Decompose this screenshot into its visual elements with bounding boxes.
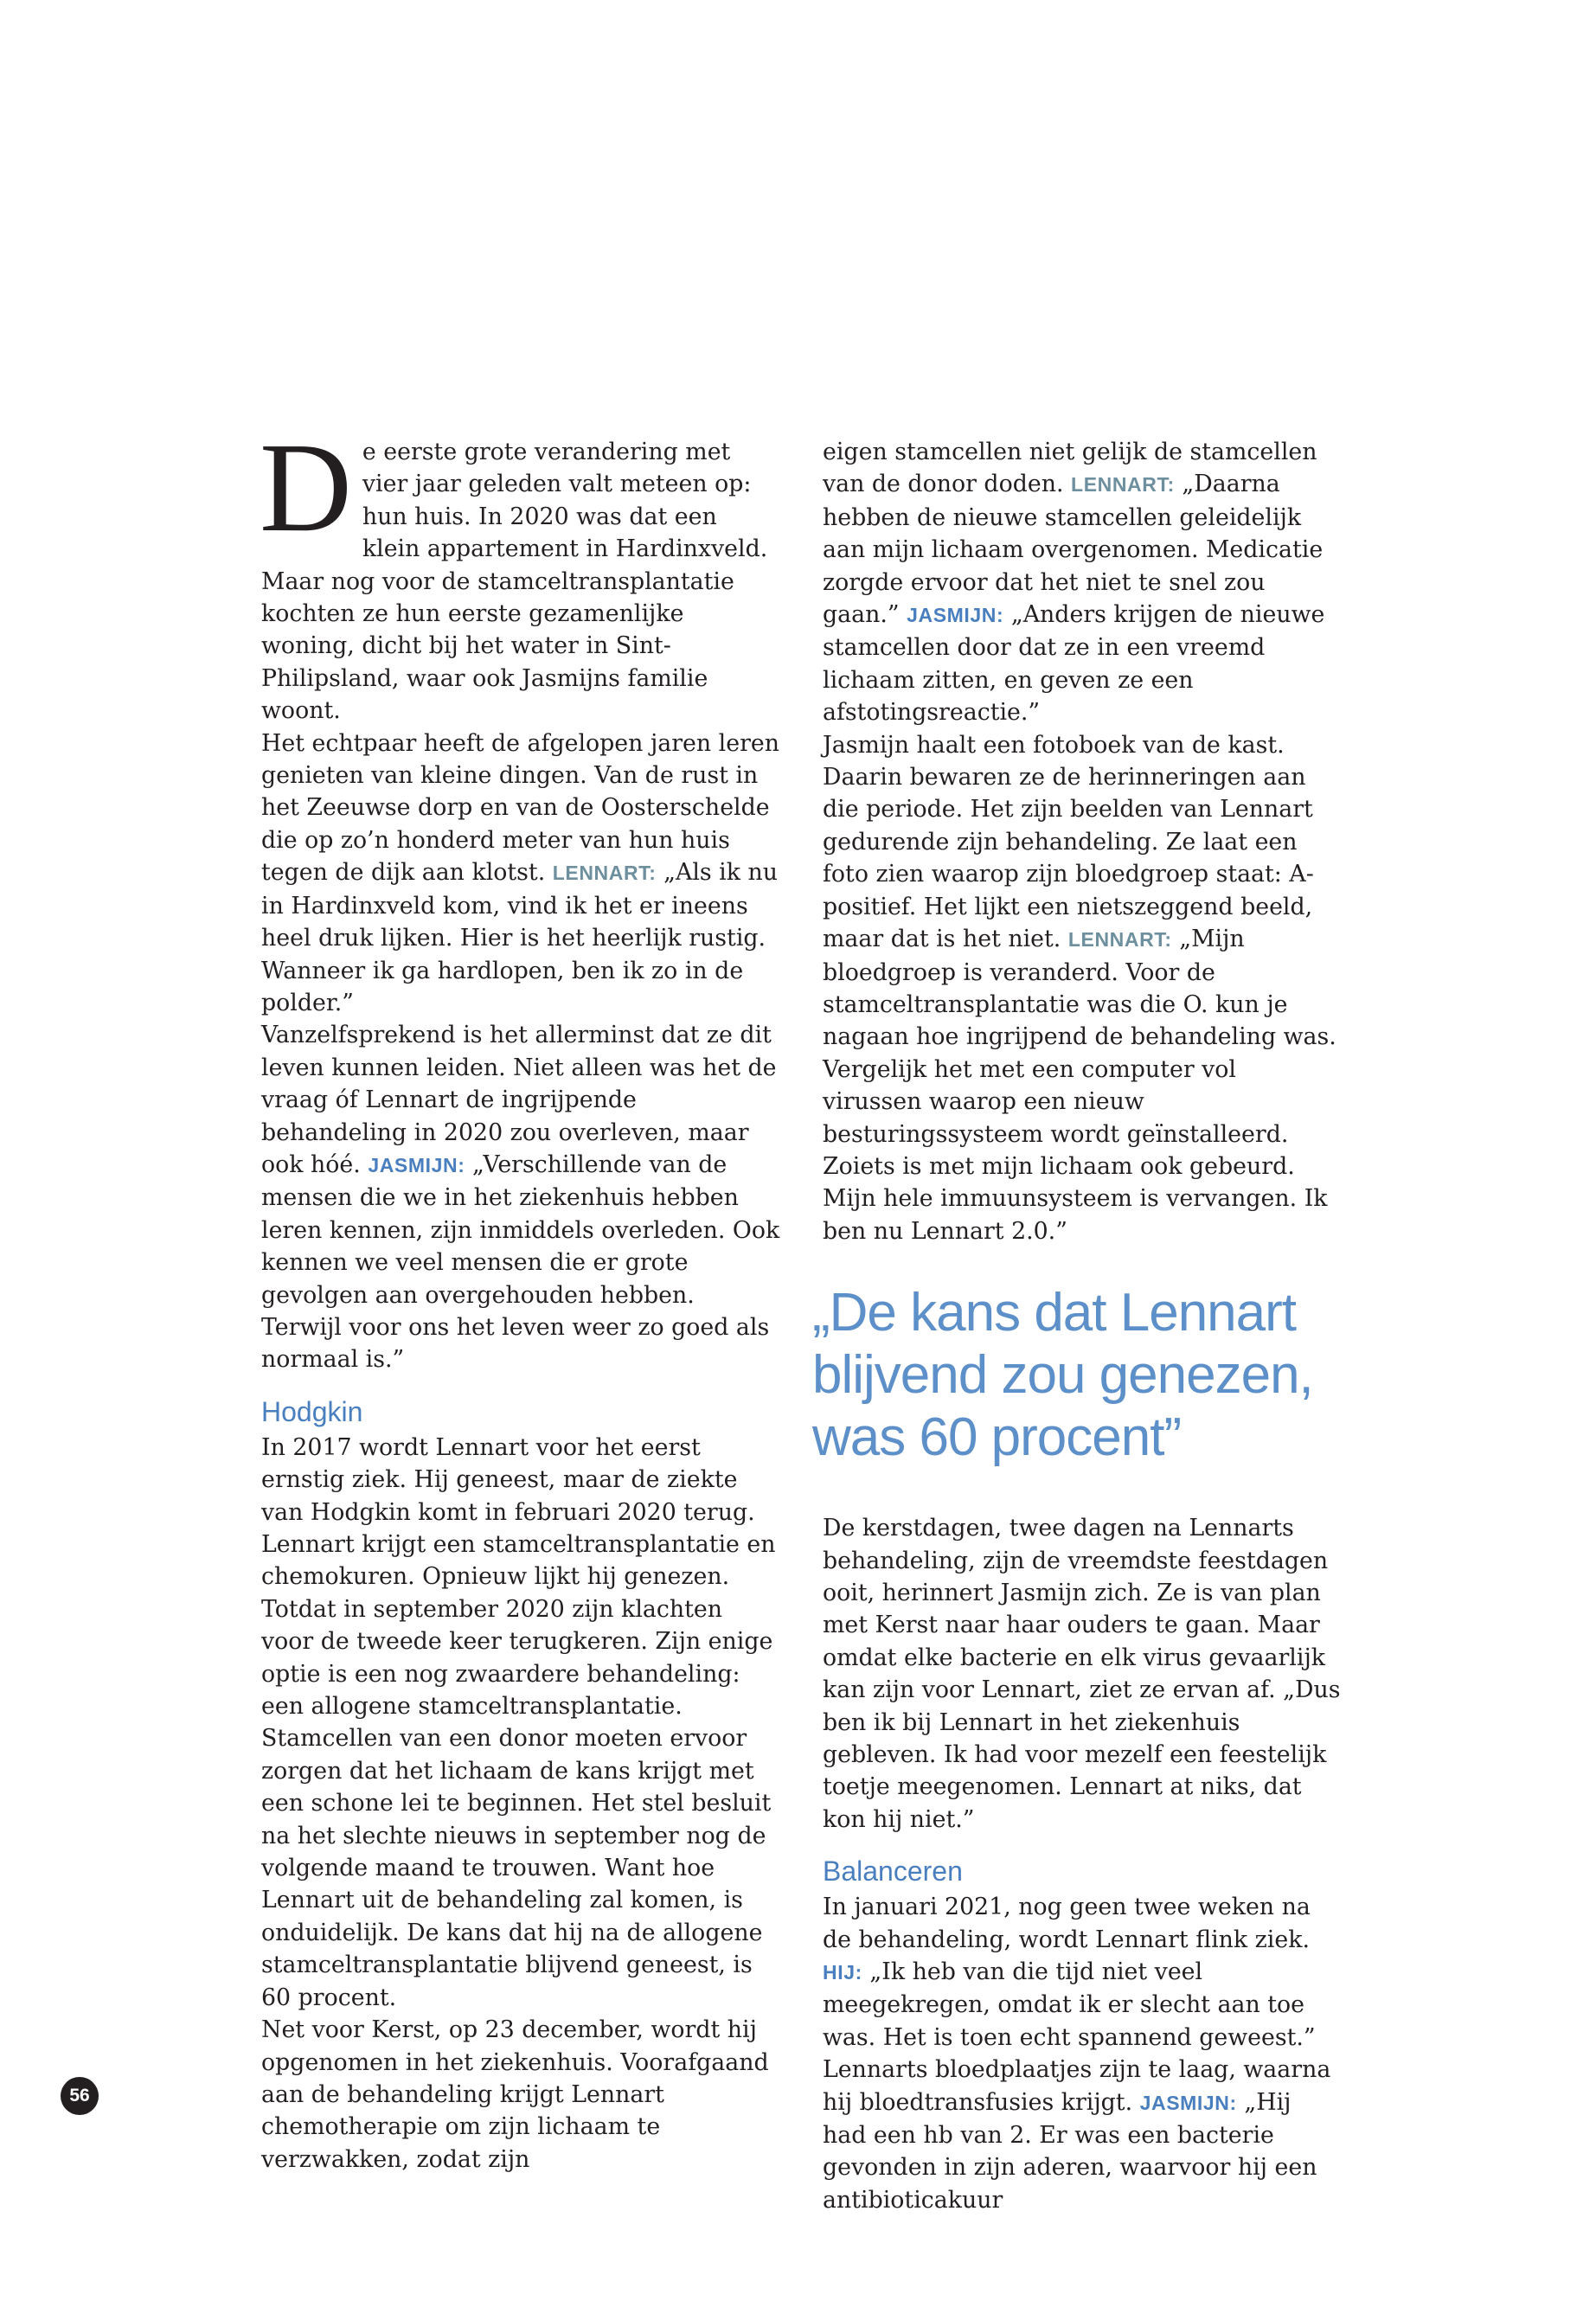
speaker-label-jasmijn: JASMIJN: bbox=[1139, 2091, 1237, 2114]
quote-text: „Ik heb van die tijd niet veel meegekregen, omdat ik er slecht aan toe was. Het is toen echt spannend geweest.” bbox=[823, 1958, 1316, 2051]
speaker-label-hij: HIJ: bbox=[823, 1961, 862, 1984]
page-number-badge: 56 bbox=[61, 2077, 99, 2115]
left-column bbox=[260, 417, 780, 2176]
speaker-label-lennart: LENNART: bbox=[552, 862, 657, 885]
right-column bbox=[812, 436, 1342, 2216]
body-paragraph bbox=[823, 2054, 1342, 2216]
paragraph-text: eigen stamcellen niet gelijk de stamcellen van de donor doden. bbox=[823, 439, 1317, 498]
paragraph-text: In januari 2021, nog geen twee weken na de behandeling, wordt Lennart flink ziek. bbox=[823, 1894, 1311, 1953]
speaker-label-jasmijn: JASMIJN: bbox=[907, 604, 1004, 627]
drop-cap: D bbox=[260, 417, 352, 559]
intro-text: e eerste grote verandering met vier jaar geleden valt meteen op: hun huis. In 2020 was dat een klein appartement in Hardinxveld. Maar nog voor de stamceltransplantatie kochten ze hun eerste gezamenlijke woning, dicht bij het water in Sint-Philipsland, waar ook Jasmijns familie woont. bbox=[261, 439, 768, 725]
speaker-label-jasmijn: JASMIJN: bbox=[368, 1153, 465, 1176]
paragraph-text: Jasmijn haalt een fotoboek van de kast. Daarin bewaren ze de herinneringen aan die periode. Het zijn beelden van Lennart gedurende zijn behandeling. Ze laat een foto zien waarop zijn bloedgroep staat: A-positief. Het lijkt een nietszeggend beeld, maar dat is het niet. bbox=[823, 731, 1314, 953]
paragraph-text: Het echtpaar heeft de afgelopen jaren leren genieten van kleine dingen. Van de rust in het Zeeuwse dorp en van de Oosterschelde die op zo’n honderd meter van hun huis tegen de dijk aan klotst. bbox=[261, 729, 780, 887]
speaker-label-lennart: LENNART: bbox=[1071, 473, 1175, 497]
speaker-label-lennart: LENNART: bbox=[1067, 928, 1172, 952]
pull-quote: „De kans dat Lennart blijvend zou genezen, was 60 procent” bbox=[812, 1283, 1313, 1468]
section-heading-hodgkin: Hodgkin bbox=[261, 1395, 363, 1427]
body-paragraph bbox=[823, 729, 1342, 1248]
intro-paragraph bbox=[260, 417, 780, 727]
body-paragraph: Totdat in september 2020 zijn klachten voor de tweede keer terugkeren. Zijn enige optie is een nog zwaardere behandeling: een allogene stamceltransplantatie. Stamcellen van een donor moeten ervoor zorgen dat het lichaam de kans krijgt met een schone lei te beginnen. Het stel besluit na het slechte nieuws in september nog de volgende maand te trouwen. Want hoe Lennart uit de behandeling zal komen, is onduidelijk. De kans dat hij na de allogene stamceltransplantatie blijvend geneest, is 60 procent. bbox=[261, 1595, 773, 2011]
body-paragraph bbox=[261, 727, 780, 1020]
quote-text: „Daarna hebben de nieuwe stamcellen geleidelijk aan mijn lichaam overgenomen. Medicatie zorgde ervoor dat het niet te snel zou gaan.” bbox=[823, 471, 1324, 629]
quote-text: „Anders krijgen de nieuwe stamcellen door dat ze in een vreemd lichaam zitten, en geven ze een afstotingsreactie.” bbox=[823, 601, 1325, 727]
body-paragraph bbox=[823, 436, 1342, 729]
body-paragraph bbox=[261, 1019, 780, 1375]
body-paragraph: Net voor Kerst, op 23 december, wordt hij opgenomen in het ziekenhuis. Voorafgaand aan de behandeling krijgt Lennart chemotherapie om zijn lichaam te verzwakken, zodat zijn bbox=[261, 2016, 769, 2173]
body-paragraph: In 2017 wordt Lennart voor het eerst ernstig ziek. Hij geneest, maar de ziekte van Hodgkin komt in februari 2020 terug. Lennart krijgt een stamceltransplantatie en chemokuren. Opnieuw lijkt hij genezen. bbox=[261, 1433, 776, 1591]
paragraph-text: Lennarts bloedplaatjes zijn te laag, waarna hij bloedtransfusies krijgt. bbox=[823, 2056, 1331, 2116]
body-paragraph bbox=[823, 1891, 1342, 2054]
quote-text: „Hij had een hb van 2. Er was een bacterie gevonden in zijn aderen, waarvoor hij een antibioticakuur bbox=[823, 2088, 1317, 2214]
quote-text: „Verschillende van de mensen die we in het ziekenhuis hebben leren kennen, zijn inmiddels overleden. Ook kennen we veel mensen die er grote gevolgen aan overgehouden hebben. Terwijl voor ons het leven weer zo goed als normaal is.” bbox=[261, 1150, 780, 1374]
paragraph-text: Vanzelfsprekend is het allerminst dat ze dit leven kunnen leiden. Niet alleen was het de vraag óf Lennart de ingrijpende behandeling in 2020 zou overleven, maar ook hóé. bbox=[261, 1022, 777, 1178]
body-paragraph: De kerstdagen, twee dagen na Lennarts behandeling, zijn de vreemdste feestdagen ooit, herinnert Jasmijn zich. Ze is van plan met Kerst naar haar ouders te gaan. Maar omdat elke bacterie en elk virus gevaarlijk kan zijn voor Lennart, ziet ze ervan af. „Dus ben ik bij Lennart in het ziekenhuis gebleven. Ik had voor mezelf een feestelijk toetje meegenomen. Lennart at niks, dat kon hij niet.” bbox=[823, 1515, 1341, 1833]
quote-text: „Als ik nu in Hardinxveld kom, vind ik het er ineens heel druk lijken. Hier is het heerlijk rustig. Wanneer ik ga hardlopen, ben ik zo in de polder.” bbox=[261, 859, 778, 1016]
section-heading-balanceren: Balanceren bbox=[823, 1856, 963, 1888]
quote-text: „Mijn bloedgroep is veranderd. Voor de stamceltransplantatie was die O. kun je nagaan hoe ingrijpend de behandeling was. Vergelijk het met een computer vol virussen waarop een nieuw besturingssysteem wordt geïnstalleerd. Zoiets is met mijn lichaam ook gebeurd. Mijn hele immuunsysteem is vervangen. Ik ben nu Lennart 2.0.” bbox=[823, 926, 1336, 1245]
